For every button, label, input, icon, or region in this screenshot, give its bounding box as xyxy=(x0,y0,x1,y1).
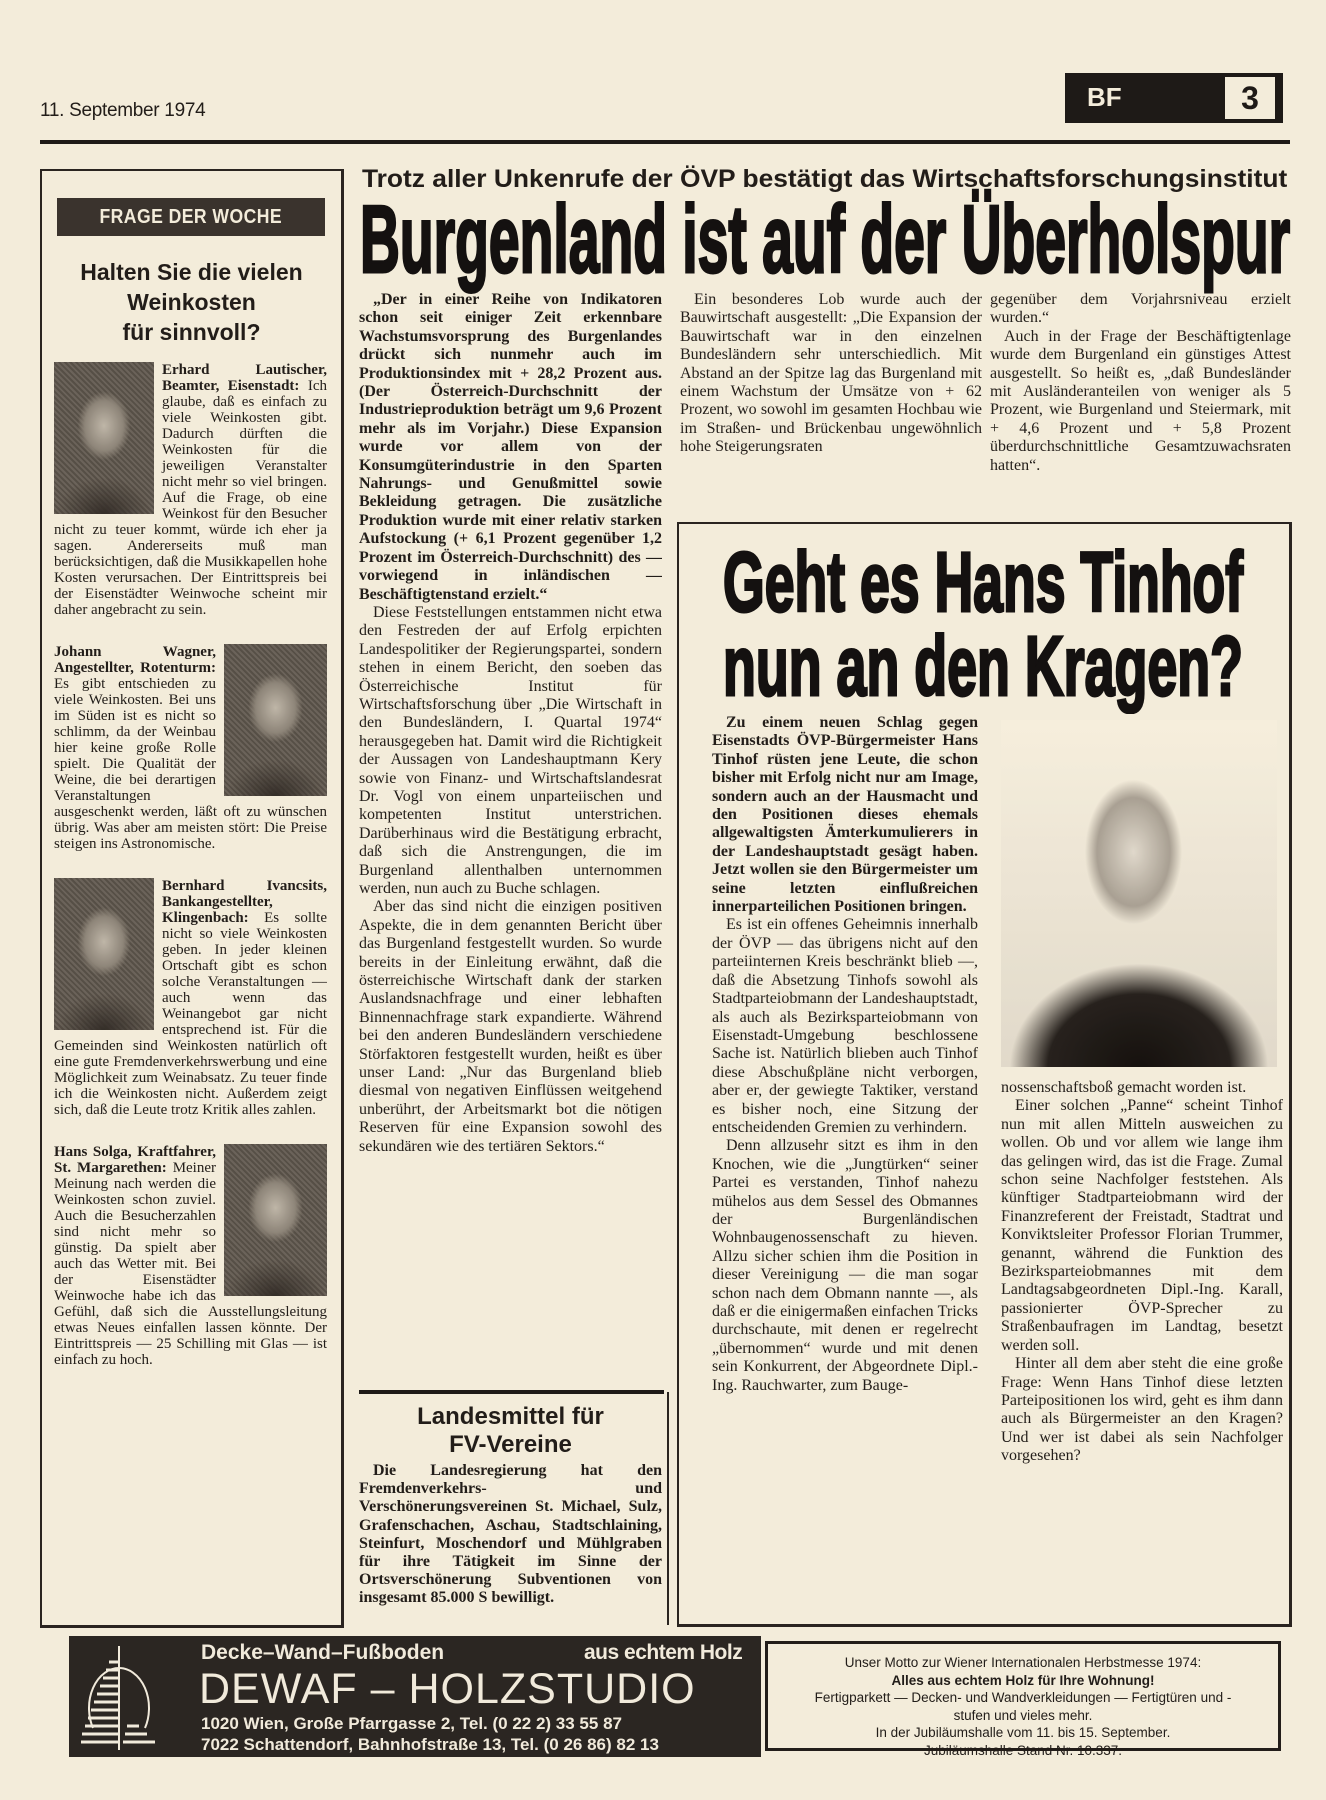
ad-motto: Unser Motto zur Wiener Internationalen Herbstmesse 1974: xyxy=(844,1655,1202,1670)
banner-label: FRAGE DER WOCHE xyxy=(99,206,283,228)
question-line: Halten Sie die vielen xyxy=(80,259,303,285)
respondent-name: Bernhard Ivancsits, Bankangestellter, Klingenbach: xyxy=(162,878,327,926)
respondent-name: Johann Wagner, Angestellter, Rotenturm: xyxy=(54,644,216,676)
ad-products: Fertigparkett — Decken- und Wandverkleidungen — Fertigtüren und -stufen und vieles mehr. xyxy=(814,1690,1232,1723)
tinhof-headline-line-2-wrap xyxy=(723,619,1244,713)
article-paragraph: Auch in der Frage der Beschäftigtenlage wurde dem Burgenland ein günstiges Attest ausgestellt. So heißt es, „daß Bundesländer mit Ausländeranteilen von weniger als 5 Prozent, wie Burgenland und Steiermark, mit + 4,6 Prozent und + 5,8 Prozent überdurchschnittliche Gesamtzuwachsraten hatten“. xyxy=(990,327,1291,474)
respondent-answer: Ich glaube, daß es einfach zu viele Weinkosten gibt. Dadurch dürften die Weinkosten für die jeweiligen Veranstalter nicht mehr so viel bringen. Auf die Frage, ob eine Weinkost für den Besucher nicht zu teuer kommt, würde ich eher ja sagen. Andererseits muß man berücksichtigen, daß die Musikkapellen hohe Kosten verursachen. Der Eintrittspreis bei der Eisenstädter Weinwoche scheint mir daher angebracht zu sein. xyxy=(54,378,327,618)
advertisement-dewaf xyxy=(69,1636,761,1757)
article-paragraph: gegenüber dem Vorjahrsniveau erzielt wurden.“ xyxy=(990,291,1291,327)
respondent-answer: Meiner Meinung nach werden die Weinkosten schon zuviel. Auch die Besucherzahlen sind nicht mehr so günstig. Da spielt aber auch das Wetter mit. Bei der Eisenstädter Weinwoche habe ich das Gefühl, daß sich die Ausstellungsleitung etwas Neues einfallen lassen könnte. Der Eintrittspreis — 25 Schilling mit Glas — ist einfach zu hoch. xyxy=(54,1160,327,1368)
ad-tagline-left: Decke–Wand–Fußboden xyxy=(201,1641,445,1664)
tinhof-headline-line-1-wrap xyxy=(723,535,1244,629)
opinion-entries xyxy=(54,362,327,1394)
article-lead: Zu einem neuen Schlag gegen Eisenstadts ÖVP-Bürgermeister Hans Tinhof rüsten jene Leute, die schon bisher mit Erfolg nicht nur am Image, sondern auch an der Hausmacht und den Positionen dieses ehemals allgewaltigsten Ämterkumulierers in der Landeshauptstadt gesägt haben. Jetzt wollen sie den Bürgermeister um seine letzten einflußreichen innerparteilichen Positionen bringen. xyxy=(712,714,978,916)
respondent-name: Erhard Lautischer, Beamter, Eisenstadt: xyxy=(162,362,327,394)
respondent-answer: Es sollte nicht so viele Weinkosten geben. In jeder kleinen Ortschaft gibt es schon solche Veranstaltungen — auch wenn das Weinangebot gar nicht entsprechend ist. Für die Gemeinden sind Weinkosten natürlich oft eine gute Fremdenverkehrswerbung und eine Möglichkeit zum Weinabsatz. Zu teuer finde ich die Weinkosten nicht. Außerdem zeigt sich, daß die Leute trotz Kritik alles zahlen. xyxy=(54,910,327,1118)
portrait-photo xyxy=(54,362,154,514)
frage-der-woche-banner xyxy=(57,198,325,236)
ad-slogan: Alles aus echtem Holz für Ihre Wohnung! xyxy=(891,1672,1155,1688)
ad-address-schattendorf: 7022 Schattendorf, Bahnhofstraße 13, Tel. (0 26 86) 82 13 xyxy=(201,1735,659,1754)
ad-address-vienna: 1020 Wien, Große Pfarrgasse 2, Tel. (0 22 2) 33 55 87 xyxy=(201,1714,622,1733)
tinhof-left-column xyxy=(712,714,978,1614)
frage-der-woche-box xyxy=(40,169,344,1628)
portrait-photo xyxy=(224,644,327,796)
ad-tagline-right: aus echtem Holz xyxy=(584,1641,743,1664)
tinhof-right-column xyxy=(1001,1079,1283,1619)
main-article-column-3 xyxy=(990,291,1291,513)
ad-dates: In der Jubiläumshalle vom 11. bis 15. September. xyxy=(875,1725,1171,1740)
respondent-name: Hans Solga, Kraftfahrer, St. Margarethen: xyxy=(54,1144,216,1176)
main-headline-wrap xyxy=(360,186,1291,293)
side-headline-line: FV-Vereine xyxy=(449,1431,572,1458)
question-heading xyxy=(42,257,341,347)
section-label: BF xyxy=(1087,82,1122,112)
article-paragraph: Ein besonderes Lob wurde auch der Bauwirtschaft ausgestellt: „Die Expansion der Bauwirtschaft war in den einzelnen Bundesländern sehr unterschiedlich. Mit Abstand an der Spitze lag das Burgenland mit einem Wachstum der Umsätze von + 62 Prozent, wo sowohl im gesamten Hochbau wie im Straßen- und Brückenbau ungewöhnlich hohe Steigerungsraten xyxy=(680,291,982,456)
tree-logo-icon xyxy=(79,1642,159,1752)
tinhof-article-box xyxy=(677,522,1292,1627)
header-rule xyxy=(40,140,1290,144)
side-article-text: Die Landesregierung hat den Fremdenverkehrs- und Verschönerungsvereinen St. Michael, Sulz, Grafenschachen, Aschau, Stadtschlaining, Steinfurt, Moschendorf und Mühlgraben für ihre Tätigkeit im Sinne der Ortsverschönerung Subventionen von insgesamt 85.000 S bewilligt. xyxy=(359,1462,662,1607)
article-paragraph: Diese Feststellungen entstammen nicht etwa den Festreden der auf Erfolg erpichten Landespolitiker der Regierungspartei, sondern stehen in einem Bericht, den soeben das Österreichische Institut für Wirtschaftsforschung über „Die Wirtschaft in den Bundesländern, I. Quartal 1974“ herausgegeben hat. Damit wird die Richtigkeit der Aussagen von Landeshauptmann Kery sowie von Finanz- und Wirtschaftslandesrat Dr. Vogl von einem unparteiischen und kompetenten Institut unterstrichen. Darüberhinaus wird die Bestätigung erbracht, daß sich die Anstrengungen, die im Burgenland allenthalben unternommen werden, nun auch zu Buche schlagen. xyxy=(359,603,662,897)
main-article-column-1 xyxy=(359,291,662,1384)
portrait-photo xyxy=(224,1144,327,1296)
article-paragraph: Hinter all dem aber steht die eine große Frage: Wenn Hans Tinhof diese letzten Parteipositionen los wird, geht es ihm dann auch als Bürgermeister an den Kragen? Und wer ist dabei als sein Nachfolger vorgesehen? xyxy=(1001,1355,1283,1465)
ad-brand-name: DEWAF – HOLZSTUDIO xyxy=(199,1665,696,1713)
opinion-entry xyxy=(54,362,327,618)
opinion-entry xyxy=(54,1144,327,1368)
headline-kicker: Trotz aller Unkenrufe der ÖVP bestätigt das Wirtschaftsforschungsinstitut xyxy=(362,165,1288,193)
question-line: Weinkosten xyxy=(127,289,256,315)
tinhof-portrait-photo xyxy=(1001,720,1277,1067)
opinion-entry xyxy=(54,878,327,1118)
question-line: für sinnvoll? xyxy=(122,319,261,345)
side-headline-line: Landesmittel für xyxy=(417,1403,604,1430)
portrait-photo xyxy=(54,878,154,1030)
article-paragraph: nossenschaftsboß gemacht worden ist. xyxy=(1001,1079,1247,1096)
article-paragraph: Aber das sind nicht die einzigen positiven Aspekte, die in dem genannten Bericht über das Burgenland festgestellt wurden. So wurde bereits in der Einleitung erwähnt, daß die österreichische Wirtschaft dank der starken Auslandsnachfrage und einer lebhaften Binnennachfrage stark expandierte. Während bei den anderen Bundesländern verschiedene Störfaktoren festgestellt wurden, heißt es über unser Land: „Nur das Burgenland blieb diesmal von negativen Einflüssen weitgehend unberührt, der Arbeitsmarkt bot die nötigen Reserven für eine Expansion sowohl des sekundären wie des tertiären Sektors.“ xyxy=(359,898,662,1155)
article-paragraph: Es ist ein offenes Geheimnis innerhalb der ÖVP — das übrigens nicht auf den parteiinternen Kreis beschränkt blieb —, daß die Absetzung Tinhofs sowohl als Stadtparteiobmann der Landeshauptstadt, als auch als Bezirksparteiobmann von Eisenstadt-Umgebung beschlossene Sache ist. Natürlich blieben auch Tinhof diese Abschußpläne nicht verborgen, aber er, der gewiegte Taktiker, verstand es bisher noch, eine Sitzung der entscheidenden Gremien zu verhindern. xyxy=(712,916,978,1136)
article-lead: „Der in einer Reihe von Indikatoren schon seit einiger Zeit erkennbare Wachstumsvorsprung des Burgenlandes drückt sich nunmehr auch im Produktionsindex mit + 28,2 Prozent aus. (Der Österreich-Durchschnitt der Industrieproduktion beträgt um 9,6 Prozent mehr als im Vorjahr.) Diese Expansion wurde vor allem von der Konsumgüterindustrie in den Sparten Nahrungs- und Genußmittel sowie Bekleidung getragen. Die zusätzliche Produktion wurde mit einer relativ starken Aufstockung (+ 6,1 Prozent gegenüber 1,2 Prozent im Österreich-Durchschnitt) des — vorwiegend in inländischen — Beschäftigtenstand erzielt.“ xyxy=(359,291,662,603)
page-number: 3 xyxy=(1225,77,1275,119)
respondent-answer: Es gibt entschieden zu viele Weinkosten. Bei uns im Süden ist es nicht so schlimm, da der Weinbau hier keine große Rolle spielt. Die Qualität der Weine, die bei derartigen Veranstaltungen ausgeschenkt werden, läßt oft zu wünschen übrig. Was aber am meisten stört: Die Preise steigen ins Astronomische. xyxy=(54,676,327,852)
article-paragraph: Einer solchen „Panne“ scheint Tinhof nun mit allen Mitteln ausweichen zu wollen. Ob und vor allem wie lange ihm das gelingen wird, das ist die Frage. Zumal schon seine Nachfolger feststehen. Als künftiger Stadtparteiobmann wird der Finanzreferent der Freistadt, Stadtrat und Konviktsleiter Professor Florian Trummer, genannt, während die Funktion des Bezirksparteiobmannes mit dem Landtagsabgeordneten Dipl.-Ing. Karall, passionierter ÖVP-Sprecher zu Straßenbaufragen im Landtag, besetzt werden soll. xyxy=(1001,1097,1283,1354)
opinion-entry xyxy=(54,644,327,852)
advertisement-messe xyxy=(765,1641,1281,1758)
page-marker xyxy=(1065,73,1283,123)
main-article-column-2 xyxy=(680,291,982,513)
side-article-body xyxy=(359,1462,662,1608)
section-rule xyxy=(359,1390,664,1394)
tinhof-headline-line: Geht es Hans Tinhof xyxy=(723,535,1244,629)
side-article-border xyxy=(667,1392,669,1625)
ad-stand: Jubiläumshalle Stand Nr. 10.337. xyxy=(923,1742,1123,1758)
main-headline: Burgenland ist auf der Überholspur xyxy=(360,186,1291,293)
issue-date: 11. September 1974 xyxy=(40,100,206,121)
article-paragraph: Denn allzusehr sitzt es ihm in den Knochen, wie die „Jungtürken“ seiner Partei es verstanden, Tinhof nahezu mühelos aus dem Sessel des Obmannes der Burgenländischen Wohnbaugenossenschaft zu hieven. Allzu sicher schien ihm die Position in dieser Vereinigung — die man sogar schon nach dem Obmann nannte —, als daß er die einigermaßen einfachen Tricks durchschaute, mit denen er regelrecht „übernommen“ wurde und mit denen sein Konkurrent, der Abgeordnete Dipl.-Ing. Rauchwarter, zum Bauge- xyxy=(712,1137,978,1394)
side-article-headline xyxy=(359,1403,662,1459)
tinhof-headline-line: nun an den Kragen? xyxy=(723,619,1244,713)
